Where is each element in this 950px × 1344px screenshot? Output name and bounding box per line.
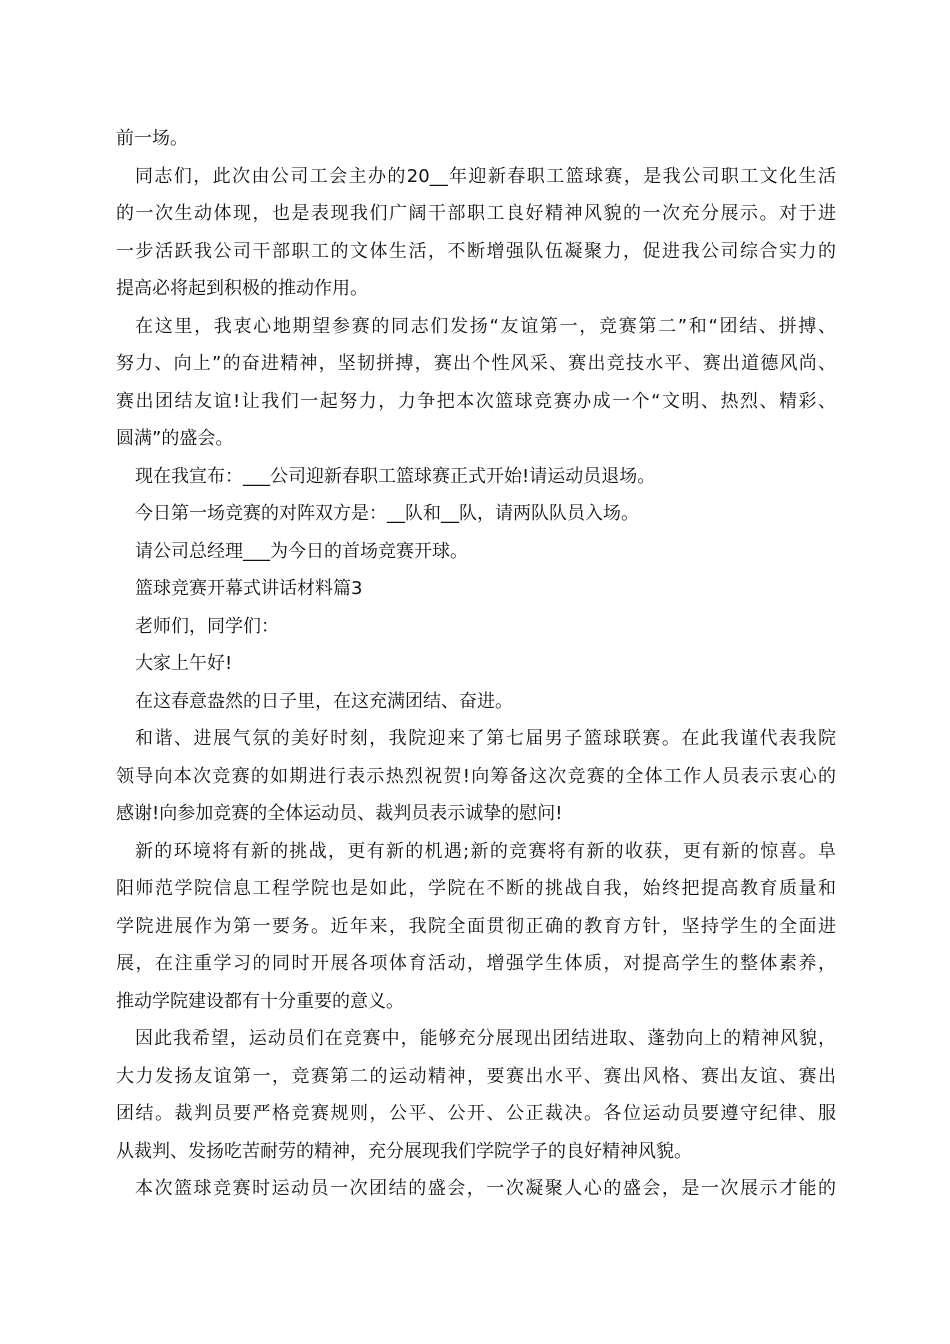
text-line: 一步活跃我公司干部职工的文体生活，不断增强队伍凝聚力，促进我公司综合实力的 <box>116 240 836 262</box>
text-line: 和谐、进展气氛的美好时刻，我院迎来了第七届男子篮球联赛。在此我谨代表我院 <box>135 728 836 749</box>
text-line: 赛出团结友谊!让我们一起努力，力争把本次篮球竞赛办成一个“文明、热烈、精彩、 <box>116 390 836 412</box>
text-line: 新的环境将有新的挑战，更有新的机遇;新的竞赛将有新的收获，更有新的惊喜。阜 <box>135 840 836 862</box>
text-line: 从裁判、发扬吃苦耐劳的精神，充分展现我们学院学子的良好精神风貌。 <box>116 1140 692 1162</box>
text-line: 同志们，此次由公司工会主办的20__年迎新春职工篮球赛，是我公司职工文化生活 <box>135 165 836 187</box>
text-line: 大力发扬友谊第一，竞赛第二的运动精神，要赛出水平、赛出风格、赛出友谊、赛出 <box>116 1065 836 1087</box>
text-line: 推动学院建设都有十分重要的意义。 <box>116 990 404 1012</box>
text-line: 在这里，我衷心地期望参赛的同志们发扬“友谊第一，竞赛第二”和“团结、拼搏、 <box>135 315 836 337</box>
text-line: 篮球竞赛开幕式讲话材料篇3 <box>135 578 363 599</box>
text-line: 团结。裁判员要严格竞赛规则，公平、公开、公正裁决。各位运动员要遵守纪律、服 <box>116 1103 836 1124</box>
text-line: 领导向本次竞赛的如期进行表示热烈祝贺!向筹备这次竞赛的全体工作人员表示衷心的 <box>116 765 836 787</box>
text-line: 展，在注重学习的同时开展各项体育活动，增强学生体质，对提高学生的整体素养， <box>116 953 836 974</box>
text-line: 的一次生动体现，也是表现我们广阔干部职工良好精神风貌的一次充分展示。对于进 <box>116 203 836 224</box>
text-line: 感谢!向参加竞赛的全体运动员、裁判员表示诚挚的慰问! <box>116 803 563 824</box>
text-line: 努力、向上”的奋进精神，坚韧拼搏，赛出个性风采、赛出竞技水平、赛出道德风尚、 <box>116 353 836 374</box>
text-line: 前一场。 <box>116 128 188 149</box>
text-line: 现在我宣布：___公司迎新春职工篮球赛正式开始!请运动员退场。 <box>135 465 656 487</box>
text-line: 大家上午好! <box>135 653 233 674</box>
text-line: 本次篮球竞赛时运动员一次团结的盛会，一次凝聚人心的盛会，是一次展示才能的 <box>135 1178 836 1199</box>
text-line: 因此我希望，运动员们在竞赛中，能够充分展现出团结进取、蓬勃向上的精神风貌， <box>135 1028 836 1049</box>
text-line: 在这春意盎然的日子里，在这充满团结、奋进。 <box>135 690 513 712</box>
text-line: 学院进展作为第一要务。近年来，我院全面贯彻正确的教育方针，坚持学生的全面进 <box>116 915 836 937</box>
text-line: 阳师范学院信息工程学院也是如此，学院在不断的挑战自我，始终把提高教育质量和 <box>116 878 836 899</box>
text-line: 圆满”的盛会。 <box>116 428 234 449</box>
text-line: 请公司总经理___为今日的首场竞赛开球。 <box>135 540 468 562</box>
document-body <box>116 120 836 1208</box>
text-line: 提高必将起到积极的推动作用。 <box>116 278 368 299</box>
text-line: 老师们，同学们： <box>135 615 279 637</box>
text-line: 今日第一场竞赛的对阵双方是：__队和__队，请两队队员入场。 <box>135 503 639 524</box>
